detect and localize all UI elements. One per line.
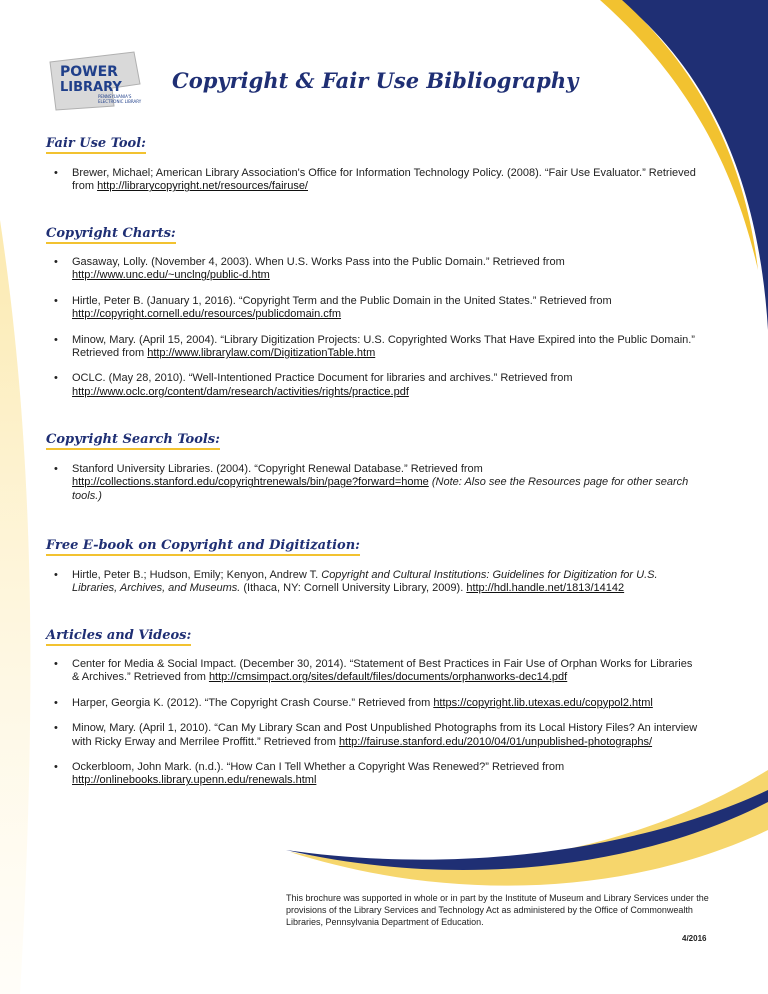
funding-statement: This brochure was supported in whole or in part by the Institute of Museum and Library Services under the provisions of the Library Services and Technology Act as administered by the Office of Commonwealth Libraries, Pennsylvania Department of Education. <box>286 893 709 927</box>
publication-date: 4/2016 <box>682 934 707 943</box>
list-item: • Brewer, Michael; American Library Association's Office for Information Technology Policy. (2008). “Fair Use Evaluator.” Retrieved from http://librarycopyright.net/resources/fairuse/ <box>52 167 702 194</box>
reference-link[interactable]: http://fairuse.stanford.edu/2010/04/01/unpublished-photographs/ <box>338 735 653 748</box>
reference-link[interactable]: https://copyright.lib.utexas.edu/copypol2.html <box>433 696 653 709</box>
list-item: • Center for Media & Social Impact. (December 30, 2014). “Statement of Best Practices in Fair Use of Orphan Works for Libraries & Archives.” Retrieved from http://cmsimpact.org/sites/default/files/documents/orphanworks-dec14.pdf <box>52 658 702 685</box>
reference-link[interactable]: http://collections.stanford.edu/copyrightrenewals/bin/page?forward=home <box>72 476 429 489</box>
section-heading-copyright-search-tools: Copyright Search Tools: <box>46 432 220 450</box>
section-heading-copyright-charts: Copyright Charts: <box>46 226 176 244</box>
section-heading-free-ebook: Free E-book on Copyright and Digitization: <box>46 538 360 556</box>
list-item: • Gasaway, Lolly. (November 4, 2003). When U.S. Works Pass into the Public Domain.” Retrieved from http://www.unc.edu/~unclng/public-d.htm <box>52 256 702 283</box>
list-item: • Stanford University Libraries. (2004). “Copyright Renewal Database.” Retrieved from http://collections.stanford.edu/copyrightrenewals/bin/page?forward=home (Note: Also see the Resources page for other search tools.) <box>52 463 702 503</box>
reference-link[interactable]: http://www.oclc.org/content/dam/research/activities/rights/practice.pdf <box>72 385 409 398</box>
reference-link[interactable]: http://onlinebooks.library.upenn.edu/renewals.html <box>72 774 317 787</box>
section-list-articles-and-videos <box>52 658 702 800</box>
reference-link[interactable]: http://librarycopyright.net/resources/fairuse/ <box>97 180 308 193</box>
list-item: • Minow, Mary. (April 15, 2004). “Library Digitization Projects: U.S. Copyrighted Works That Have Expired into the Public Domain.” Retrieved from http://www.librarylaw.com/DigitizationTable.htm <box>52 334 702 361</box>
section-list-fair-use-tool <box>52 167 702 206</box>
left-gold-band <box>0 220 30 994</box>
reference-link[interactable]: http://www.unc.edu/~unclng/public-d.htm <box>72 269 270 282</box>
logo-text-pennsylvania: PENNSYLVANIA'S <box>98 94 132 99</box>
reference-link[interactable]: http://copyright.cornell.edu/resources/publicdomain.cfm <box>72 308 342 321</box>
section-heading-fair-use-tool: Fair Use Tool: <box>46 136 146 154</box>
reference-link[interactable]: http://cmsimpact.org/sites/default/files/documents/orphanworks-dec14.pdf <box>208 671 568 684</box>
list-item: • Minow, Mary. (April 1, 2010). “Can My Library Scan and Post Unpublished Photographs from its Local History Files? An interview with Ricky Erway and Merrilee Proffitt.” Retrieved from http://fairuse.stanford.edu/2010/04/01/unpublished-photographs/ <box>52 722 702 749</box>
note-text: (Note: Also see the Resources page for other search tools.) <box>72 476 689 502</box>
list-item: • Ockerbloom, John Mark. (n.d.). “How Can I Tell Whether a Copyright Was Renewed?” Retrieved from http://onlinebooks.library.upenn.edu/renewals.html <box>52 761 702 788</box>
section-heading-articles-and-videos: Articles and Videos: <box>46 628 191 646</box>
list-item: • Hirtle, Peter B.; Hudson, Emily; Kenyon, Andrew T. Copyright and Cultural Institutions: Guidelines for Digitization for U.S. Libraries, Archives, and Museums. (Ithaca, NY: Cornell University Library, 2009). http://hdl.handle.net/1813/14142 <box>52 569 702 596</box>
reference-link[interactable]: http://hdl.handle.net/1813/14142 <box>466 582 625 595</box>
list-item: • Hirtle, Peter B. (January 1, 2016). “Copyright Term and the Public Domain in the United States.” Retrieved from http://copyright.cornell.edu/resources/publicdomain.cfm <box>52 295 702 322</box>
logo-text-power: POWER <box>60 64 118 80</box>
section-list-copyright-search-tools <box>52 463 702 515</box>
list-item: • OCLC. (May 28, 2010). “Well-Intentioned Practice Document for libraries and archives.” Retrieved from http://www.oclc.org/content/dam/research/activities/rights/practice.pdf <box>52 372 702 399</box>
page-title: Copyright & Fair Use Bibliography <box>172 68 579 93</box>
logo-text-library: LIBRARY <box>60 80 122 95</box>
book-title: Copyright and Cultural Institutions: Guidelines for Digitization for U.S. Libraries, Archives, and Museums. <box>72 569 658 595</box>
logo-text-electronic-library: ELECTRONIC LIBRARY <box>98 99 142 104</box>
section-list-free-ebook <box>52 569 702 608</box>
section-list-copyright-charts <box>52 256 702 411</box>
power-library-logo <box>42 44 152 112</box>
list-item: • Harper, Georgia K. (2012). “The Copyright Crash Course.” Retrieved from https://copyright.lib.utexas.edu/copypol2.html <box>52 697 702 710</box>
reference-link[interactable]: http://www.librarylaw.com/DigitizationTable.htm <box>147 347 376 360</box>
